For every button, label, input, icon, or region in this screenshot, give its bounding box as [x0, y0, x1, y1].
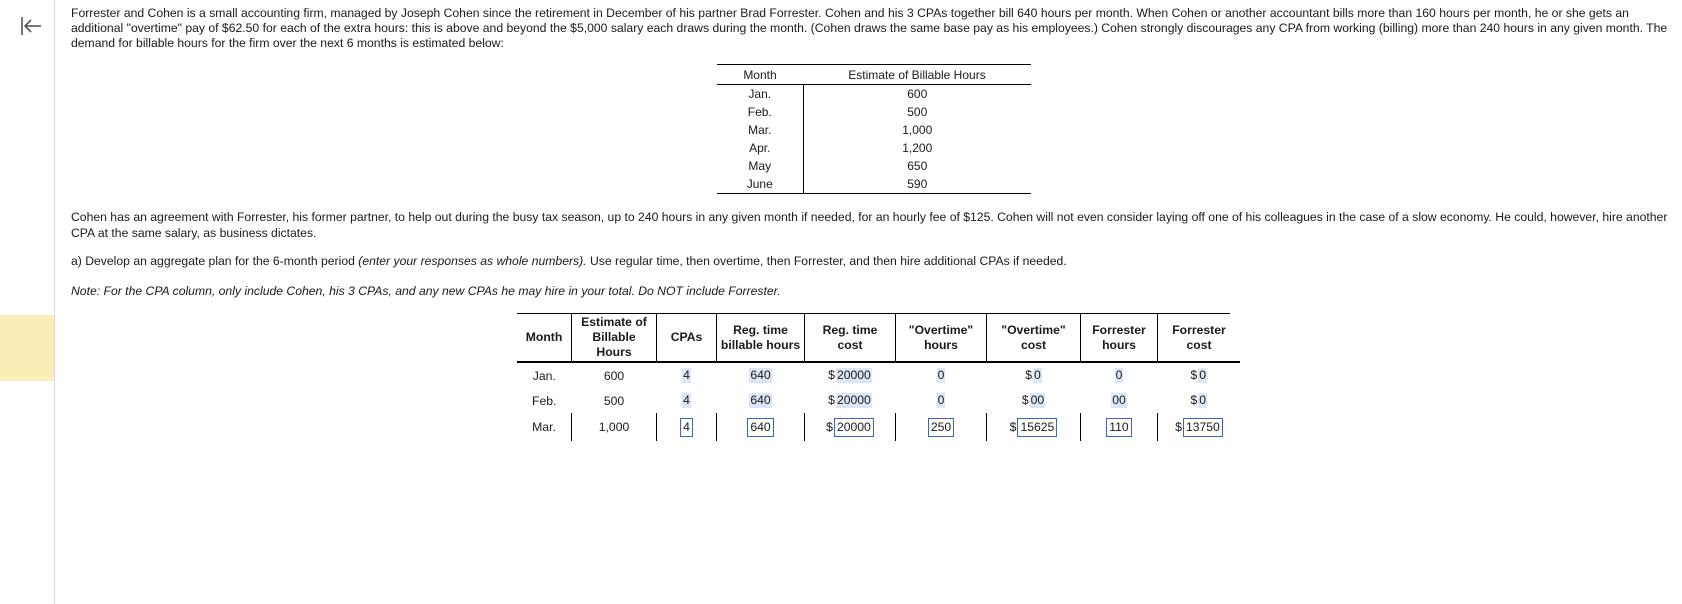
part-a-prefix: a) Develop an aggregate plan for the 6-month period: [71, 254, 359, 268]
demand-month: Mar.: [717, 121, 803, 139]
dollar-sign: $: [826, 419, 833, 434]
demand-hours: 590: [803, 175, 1031, 194]
plan-header-forrester-cost: [1158, 314, 1241, 362]
plan-ot-cost-answer: [987, 362, 1081, 388]
dollar-sign: $: [828, 393, 835, 407]
plan-cpas-cell: [657, 413, 717, 441]
demand-row: [717, 175, 1031, 194]
plan-header-forrester-cost-l2: cost: [1186, 337, 1212, 352]
forrester-cost-value: 0: [1199, 393, 1207, 407]
demand-hours: 1,200: [902, 141, 933, 155]
plan-ot-cost-answer: [987, 388, 1081, 413]
cpa-note: Note: For the CPA column, only include Cohen, his 3 CPAs, and any new CPAs he may hire in your total. Do NOT include Forrester.: [71, 284, 781, 298]
plan-forrester-cost-answer: [1158, 388, 1241, 413]
plan-row-mar: [517, 413, 1240, 441]
plan-row-feb: [517, 388, 1240, 413]
plan-forrester-hours-answer: [1081, 362, 1158, 388]
plan-header-ot-hours: [896, 314, 987, 362]
dollar-sign: $: [1021, 393, 1029, 407]
reg-cost-value: 20000: [836, 368, 871, 382]
plan-reg-hours-answer: [717, 362, 805, 388]
plan-row-jan: [517, 362, 1240, 388]
plan-reg-cost-cell: [805, 413, 896, 441]
ot-hours-input[interactable]: 250: [928, 418, 954, 437]
ot-hours-value: 0: [937, 393, 945, 407]
plan-header-estimate-l1: Estimate of: [581, 315, 647, 329]
plan-header-reg-cost-l2: cost: [837, 337, 863, 352]
plan-estimate: 600: [603, 368, 625, 383]
plan-estimate: 500: [603, 393, 625, 408]
forrester-cost-value: 0: [1199, 368, 1207, 382]
demand-row: [717, 85, 1031, 104]
reg-hours-value: 640: [750, 368, 771, 382]
agreement-paragraph: Cohen has an agreement with Forrester, his former partner, to help out during the busy tax season, up to 240 hours in any given month if needed, for an hourly fee of $125. Cohen will not even consider laying off one of his colleagues in the case of a slow economy. He could, however, hire another CPA at the same salary, as business dictates.: [71, 210, 1668, 240]
demand-row: [717, 139, 1031, 157]
demand-hours: 1,000: [902, 123, 933, 137]
plan-forrester-cost-answer: [1158, 362, 1241, 388]
reg-hours-value: 640: [750, 393, 771, 407]
ot-cost-value: 0: [1034, 368, 1041, 382]
plan-header-ot-cost-l1: "Overtime": [1001, 322, 1066, 337]
plan-ot-cost-cell: [987, 413, 1081, 441]
plan-cpas-answer: [657, 362, 717, 388]
plan-header-reg-cost-l1: Reg. time: [822, 322, 878, 337]
demand-hours: 500: [907, 105, 928, 119]
plan-forrester-cost-cell: [1158, 413, 1241, 441]
forrester-hours-value: 00: [1112, 393, 1126, 407]
dollar-sign: $: [828, 368, 835, 382]
plan-ot-hours-answer: [896, 362, 987, 388]
demand-hours: 650: [907, 159, 928, 173]
part-a-italic: (enter your responses as whole numbers).: [358, 254, 587, 268]
plan-reg-cost-answer: [805, 388, 896, 413]
plan-header-estimate-l2: Billable: [592, 330, 636, 344]
demand-header-hours: Estimate of Billable Hours: [803, 65, 1031, 85]
cpas-value: 4: [683, 368, 690, 382]
demand-hours: 600: [907, 87, 928, 101]
plan-header-ot-hours-l2: hours: [924, 337, 958, 352]
collapse-left-arrow-icon[interactable]: [19, 14, 43, 38]
plan-header-estimate: [572, 314, 657, 362]
plan-header-ot-hours-l1: "Overtime": [908, 322, 974, 337]
question-content: [71, 6, 1671, 51]
plan-header-ot-cost-l2: cost: [1020, 337, 1047, 352]
dollar-sign: $: [1175, 419, 1182, 434]
plan-header-cpas: [657, 314, 717, 362]
plan-header-month: [517, 314, 572, 362]
plan-cpas-answer: [657, 388, 717, 413]
demand-month: Jan.: [717, 85, 803, 104]
plan-reg-hours-cell: [717, 413, 805, 441]
forrester-hours-input[interactable]: 110: [1106, 418, 1131, 437]
reg-cost-input[interactable]: 20000: [834, 418, 874, 437]
dollar-sign: $: [1025, 368, 1032, 382]
demand-month: June: [717, 175, 803, 194]
demand-table: [717, 65, 1031, 194]
plan-header-reg-hours-l1: Reg. time: [733, 322, 788, 337]
left-rail: [0, 0, 55, 604]
plan-reg-cost-answer: [805, 362, 896, 388]
rail-highlight: [0, 315, 54, 381]
demand-row: [717, 121, 1031, 139]
ot-cost-input[interactable]: 15625: [1017, 418, 1057, 437]
plan-ot-hours-answer: [896, 388, 987, 413]
plan-header-month-text: Month: [525, 330, 563, 344]
cpas-input[interactable]: 4: [680, 418, 693, 437]
aggregate-plan-table: [517, 314, 1240, 441]
dollar-sign: $: [1009, 419, 1017, 434]
plan-header-ot-cost: [987, 314, 1081, 362]
ot-cost-value: 00: [1030, 393, 1045, 407]
plan-ot-hours-cell: [896, 413, 987, 441]
plan-forrester-hours-cell: [1081, 413, 1158, 441]
plan-header-reg-cost: [805, 314, 896, 362]
plan-header-estimate-l3: Hours: [596, 345, 632, 359]
demand-month: Feb.: [717, 103, 803, 121]
demand-row: [717, 103, 1031, 121]
plan-estimate: 1,000: [572, 413, 657, 441]
intro-paragraph: Forrester and Cohen is a small accounting firm, managed by Joseph Cohen since the retirement in December of his partner Brad Forrester. Cohen and his 3 CPAs together bill 640 hours per month. When Cohen or another accountant bills more than 160 hours per month, he or she gets an additional "overtime" pay of $62.50 for each of the extra hours: this is above and beyond the $5,000 salary each draws during the month. (Cohen draws the same base pay as his employees.) Cohen strongly discourages any CPA from working (billing) more than 240 hours in any given month. The demand for billable hours for the firm over the next 6 months is estimated below:: [71, 6, 1668, 50]
demand-month: Apr.: [717, 139, 803, 157]
plan-header-forrester-cost-l1: Forrester: [1172, 322, 1226, 337]
part-a-suffix: Use regular time, then overtime, then Forrester, and then hire additional CPAs if needed.: [586, 254, 1067, 268]
plan-header-forrester-hours-l1: Forrester: [1092, 322, 1146, 337]
plan-header-forrester-hours-l2: hours: [1102, 337, 1136, 352]
plan-month: Feb.: [532, 393, 557, 408]
plan-reg-hours-answer: [717, 388, 805, 413]
demand-header-month: Month: [717, 65, 803, 85]
demand-month: May: [717, 157, 803, 175]
forrester-hours-value: 0: [1115, 368, 1123, 382]
dollar-sign: $: [1190, 393, 1198, 407]
plan-header-cpas-text: CPAs: [670, 330, 703, 344]
forrester-cost-input[interactable]: 13750: [1183, 418, 1223, 437]
cpas-value: 4: [683, 393, 690, 407]
demand-row: [717, 157, 1031, 175]
reg-hours-input[interactable]: 640: [747, 418, 773, 437]
plan-header-reg-hours-l2: billable hours: [720, 337, 801, 352]
part-a-instructions: [71, 254, 1067, 268]
plan-month: Jan.: [532, 368, 556, 383]
ot-hours-value: 0: [937, 368, 945, 382]
dollar-sign: $: [1190, 368, 1198, 382]
plan-month: Mar.: [517, 413, 572, 441]
plan-forrester-hours-answer: [1081, 388, 1158, 413]
plan-header-forrester-hours: [1081, 314, 1158, 362]
plan-header-reg-hours: [717, 314, 805, 362]
reg-cost-value: 20000: [836, 393, 871, 407]
